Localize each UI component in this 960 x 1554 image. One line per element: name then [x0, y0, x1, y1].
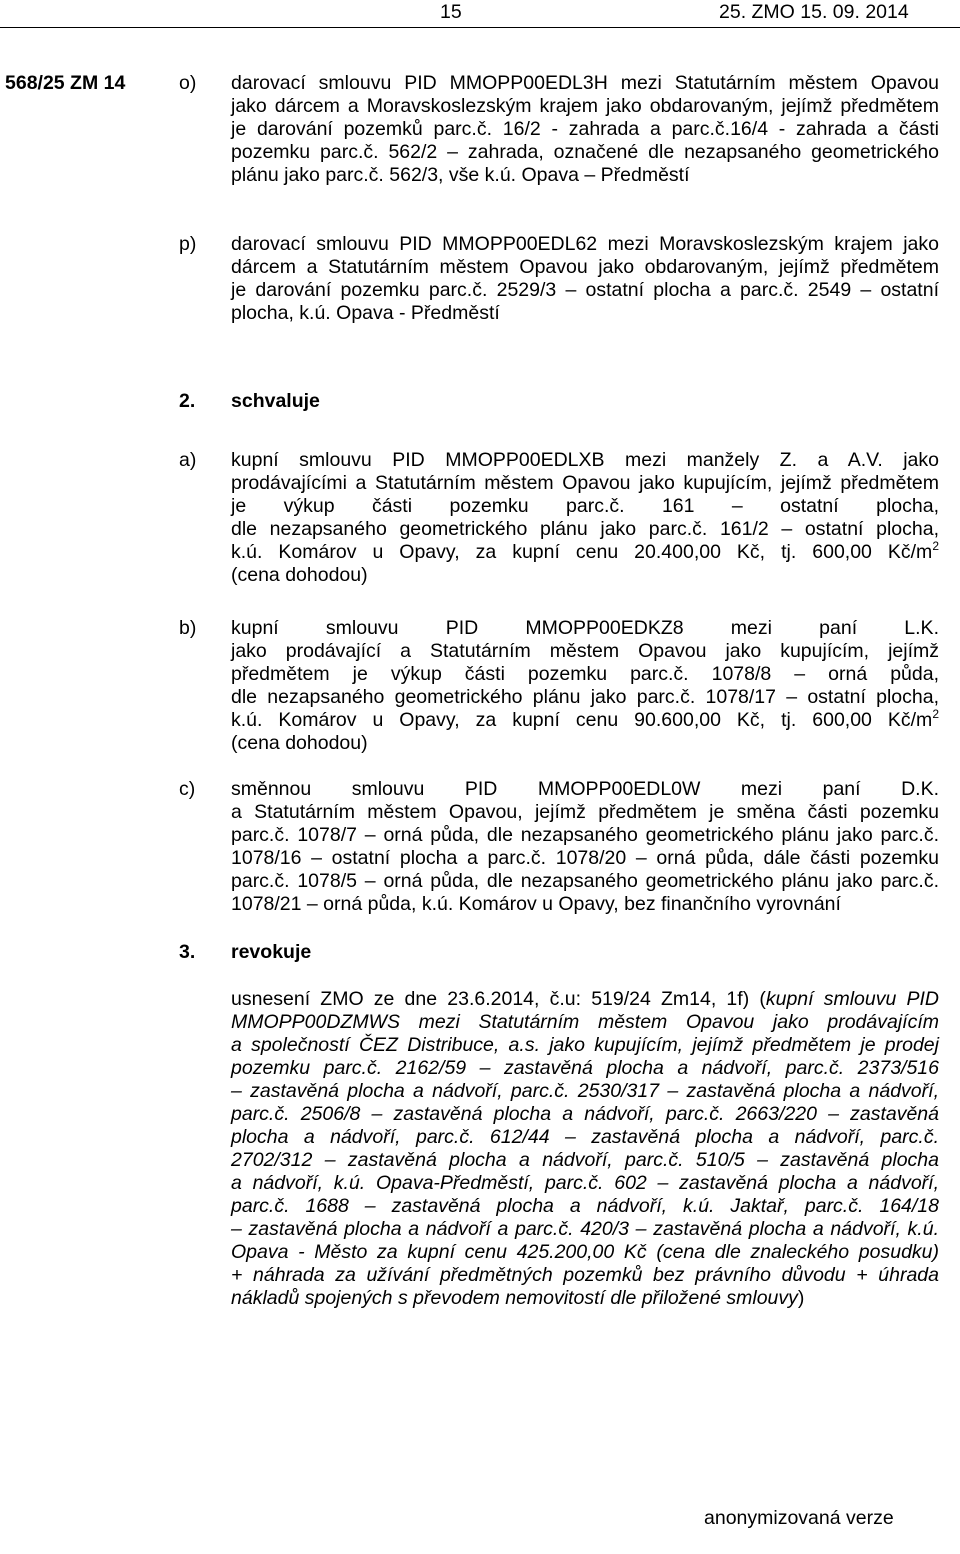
text-line: parc.č. 2506/8 – zastavěná plocha a nádvoří, parc.č. 2663/220 – zastavěná: [231, 1103, 939, 1125]
text-line: darovací smlouvu PID MMOPP00EDL62 mezi Moravskoslezským krajem jako: [231, 233, 939, 255]
text-line: darovací smlouvu PID MMOPP00EDL3H mezi Statutárním městem Opavou: [231, 72, 939, 94]
section-label: schvaluje: [231, 390, 320, 412]
anonymized-footer: anonymizovaná verze: [704, 1507, 894, 1529]
text-line: předmětem je výkup části pozemku parc.č. 1078/8 – orná půda,: [231, 663, 939, 685]
section-label: revokuje: [231, 941, 312, 963]
item-marker: o): [179, 72, 197, 94]
header-rule: [0, 27, 960, 28]
section-number: 3.: [179, 941, 196, 963]
item-text: [231, 778, 939, 916]
text-line: (cena dohodou): [231, 732, 368, 754]
text-line: plocha, k.ú. Opava - Předměstí: [231, 302, 500, 324]
text-line: + náhrada za užívání předmětných pozemků bez právního důvodu + úhrada: [231, 1264, 939, 1286]
resolution-number: 568/25 ZM 14: [5, 72, 126, 94]
text-line-part: nákladů spojených s převodem nemovitostí dle přiložené smlouvy: [231, 1287, 798, 1309]
text-line: Opava - Město za kupní cenu 425.200,00 Kč (cena dle znaleckého posudku): [231, 1241, 939, 1263]
text-line: je darování pozemků parc.č. 16/2 - zahrada a parc.č.16/4 - zahrada a části: [231, 118, 939, 140]
item-text: [231, 72, 939, 187]
text-line: (cena dohodou): [231, 564, 368, 586]
item-marker: b): [179, 617, 197, 639]
text-line: je výkup části pozemku parc.č. 161 – ostatní plocha,: [231, 495, 939, 517]
text-line: – zastavěná plocha a nádvoří a parc.č. 420/3 – zastavěná plocha a nádvoří, k.ú.: [231, 1218, 939, 1240]
superscript: 2: [932, 539, 939, 553]
text-line: směnnou smlouvu PID MMOPP00EDL0W mezi paní D.K.: [231, 778, 939, 800]
meeting-date: 25. ZMO 15. 09. 2014: [719, 1, 909, 23]
text-line: plánu jako parc.č. 562/3, vše k.ú. Opava – Předměstí: [231, 164, 690, 186]
text-line-part: k.ú. Komárov u Opavy, za kupní cenu 90.600,00 Kč, tj. 600,00 Kč/m: [231, 709, 933, 731]
page-header: [0, 0, 960, 30]
item-marker: c): [179, 778, 196, 800]
item-marker: p): [179, 233, 197, 255]
text-line: parc.č. 1078/5 – orná půda, dle nezapsaného geometrického plánu jako parc.č.: [231, 870, 939, 892]
text-line: [231, 1287, 939, 1310]
text-line: dle nezapsaného geometrického plánu jako parc.č. 1078/17 – ostatní plocha,: [231, 686, 939, 708]
text-line: parc.č. 1078/7 – orná půda, dle nezapsaného geometrického plánu jako parc.č.: [231, 824, 939, 846]
text-line: prodávajícími a Statutárním městem Opavou jako kupujícím, jejímž předmětem: [231, 472, 939, 494]
text-line: plocha a nádvoří, parc.č. 612/44 – zastavěná plocha a nádvoří, parc.č.: [231, 1126, 939, 1148]
text-line: 1078/21 – orná půda, k.ú. Komárov u Opavy, bez finančního vyrovnání: [231, 893, 841, 915]
text-line: kupní smlouvu PID MMOPP00EDLXB mezi manžely Z. a A.V. jako: [231, 449, 939, 471]
text-line: – zastavěná plocha a nádvoří, parc.č. 2530/317 – zastavěná plocha a nádvoří,: [231, 1080, 939, 1102]
text-line: a Statutárním městem Opavou, jejímž předmětem je směna části pozemku: [231, 801, 939, 823]
text-line-part: usnesení ZMO ze dne 23.6.2014, č.u: 519/24 Zm14, 1f) (: [231, 988, 766, 1010]
text-line: kupní smlouvu PID MMOPP00EDKZ8 mezi paní L.K.: [231, 617, 939, 639]
text-line: pozemku parc.č. 2162/59 – zastavěná plocha a nádvoří, parc.č. 2373/516: [231, 1057, 939, 1079]
text-line: [231, 541, 939, 564]
item-text: [231, 449, 939, 587]
text-line: parc.č. 1688 – zastavěná plocha a nádvoří, k.ú. Jaktař, parc.č. 164/18: [231, 1195, 939, 1217]
text-line-part: ): [797, 1287, 805, 1309]
text-line: pozemku parc.č. 562/2 – zahrada, označené dle nezapsaného geometrického: [231, 141, 939, 163]
text-line: dle nezapsaného geometrického plánu jako parc.č. 161/2 – ostatní plocha,: [231, 518, 939, 540]
text-line: a nádvoří, k.ú. Opava-Předměstí, parc.č. 602 – zastavěná plocha a nádvoří,: [231, 1172, 939, 1194]
text-line: jako prodávající a Statutárním městem Opavou jako kupujícím, jejímž: [231, 640, 939, 662]
item-text: [231, 233, 939, 325]
text-line: [231, 988, 939, 1011]
section-number: 2.: [179, 390, 196, 412]
text-line-part: k.ú. Komárov u Opavy, za kupní cenu 20.400,00 Kč, tj. 600,00 Kč/m: [231, 541, 933, 563]
text-line-part: kupní smlouvu PID: [765, 988, 940, 1010]
text-line: [231, 709, 939, 732]
item-marker: a): [179, 449, 197, 471]
text-line: dárcem a Statutárním městem Opavou jako obdarovaným, jejímž předmětem: [231, 256, 939, 278]
text-line: jako dárcem a Moravskoslezským krajem jako obdarovaným, jejímž předmětem: [231, 95, 939, 117]
text-line: a společností ČEZ Distribuce, a.s. jako kupujícím, jejímž předmětem je prodej: [231, 1034, 939, 1056]
page-number: 15: [440, 1, 462, 23]
text-line: 2702/312 – zastavěná plocha a nádvoří, parc.č. 510/5 – zastavěná plocha: [231, 1149, 939, 1171]
superscript: 2: [932, 707, 939, 721]
text-line: 1078/16 – ostatní plocha a parc.č. 1078/20 – orná půda, dále části pozemku: [231, 847, 939, 869]
text-line: je darování pozemku parc.č. 2529/3 – ostatní plocha a parc.č. 2549 – ostatní: [231, 279, 939, 301]
text-line: MMOPP00DZMWS mezi Statutárním městem Opavou jako prodávajícím: [231, 1011, 939, 1033]
revocation-body: [231, 988, 939, 1310]
item-text: [231, 617, 939, 755]
